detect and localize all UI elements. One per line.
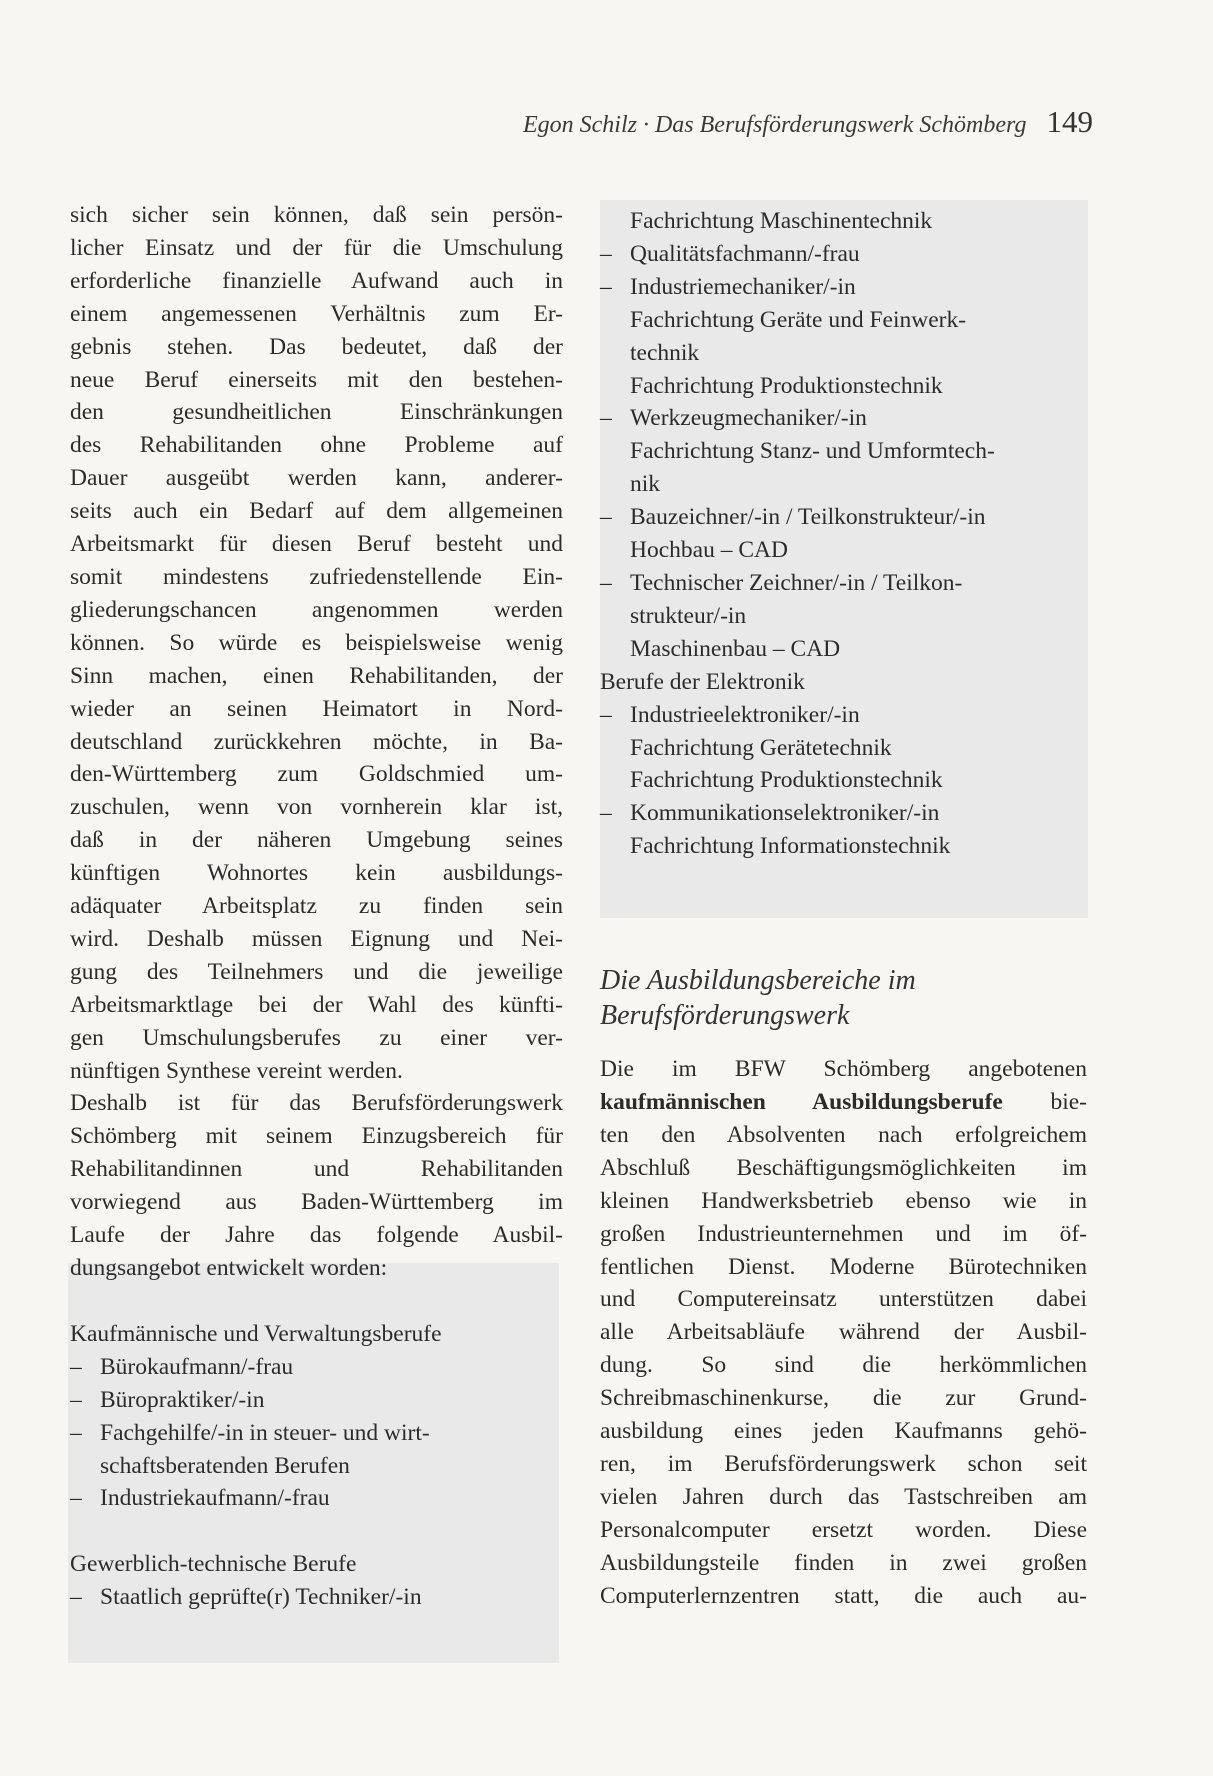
text-line: fentlichen Dienst. Moderne Bürotechniken <box>600 1253 1087 1280</box>
paragraph-2 <box>70 1087 563 1284</box>
text-line: erforderliche finanzielle Aufwand auch in <box>70 267 563 294</box>
text-line: Arbeitsmarktlage bei der Wahl des künfti- <box>70 991 563 1018</box>
running-head: Egon Schilz · Das Berufsförderungswerk Schömberg <box>522 112 1027 138</box>
dash-bullet: – <box>70 1584 82 1611</box>
list-item: – Fachgehilfe/-in in steuer- und wirt- schaftsberatenden Berufen <box>70 1417 563 1483</box>
bold-phrase: kaufmännischen Ausbildungsberufe <box>600 1089 1003 1116</box>
page-header <box>523 104 1093 140</box>
text-line: alle Arbeitsabläufe während der Ausbil- <box>600 1319 1087 1346</box>
list-item: – Bauzeichner/-in / Teilkonstrukteur/-in Hochbau – CAD <box>600 501 1087 567</box>
list-group-title: Kaufmännische und Verwaltungsberufe <box>70 1320 442 1347</box>
text-line: kaufmännischen Ausbildungsberufe bie- <box>600 1089 1087 1116</box>
text-line: neue Beruf einerseits mit den bestehen- <box>70 366 563 393</box>
dash-bullet: – <box>600 569 612 596</box>
list-commercial-professions <box>70 1318 563 1515</box>
dash-bullet: – <box>600 273 612 300</box>
text-line: Arbeitsmarkt für diesen Beruf besteht und <box>70 531 563 558</box>
list-item: – Industriemechaniker/-in Fachrichtung Geräte und Feinwerk- technik Fachrichtung Produktionstechnik <box>600 271 1087 403</box>
text-line: seits auch ein Bedarf auf dem allgemeinen <box>70 498 563 525</box>
text-line: nünftigen Synthese vereint werden. <box>70 1057 403 1084</box>
text-line: vielen Jahren durch das Tastschreiben am <box>600 1483 1087 1510</box>
list-item: – Industrieelektroniker/-in Fachrichtung Gerätetechnik Fachrichtung Produktionstechnik <box>600 699 1087 798</box>
text-line: können. So würde es beispielsweise wenig <box>70 629 563 656</box>
text-line: Computerlernzentren statt, die auch au- <box>600 1582 1087 1609</box>
page-number: 149 <box>1046 104 1093 139</box>
dash-bullet: – <box>70 1353 82 1380</box>
list-technical-professions <box>70 1548 563 1614</box>
text-line: wird. Deshalb müssen Eignung und Nei- <box>70 925 563 952</box>
text-line: künftigen Wohnortes kein ausbildungs- <box>70 860 563 887</box>
text-line: Laufe der Jahre das folgende Ausbil- <box>70 1222 563 1249</box>
text-line: Dauer ausgeübt werden kann, anderer- <box>70 465 563 492</box>
text-line: dung. So sind die herkömmlichen <box>600 1352 1087 1379</box>
text-line: dungsangebot entwickelt worden: <box>70 1255 388 1281</box>
paragraph-training-areas <box>600 1053 1087 1612</box>
section-heading: Die Ausbildungsbereiche im Berufsförderungswerk <box>600 965 916 1032</box>
list-item-continuation: Fachrichtung Maschinentechnik <box>630 208 933 234</box>
text-line: Die im BFW Schömberg angebotenen <box>600 1056 1087 1083</box>
text-line: deutschland zurückkehren möchte, in Ba- <box>70 728 563 755</box>
text-line: ausbildung eines jeden Kaufmanns gehö- <box>600 1418 1087 1445</box>
text-line: Ausbildungsteile finden in zwei großen <box>600 1549 1087 1576</box>
text-line: zuschulen, wenn von vornherein klar ist, <box>70 794 563 821</box>
text-line: somit mindestens zufriedenstellende Ein- <box>70 563 563 590</box>
right-column <box>600 205 1087 1613</box>
list-electronics-professions <box>600 666 1087 863</box>
text-line: Abschluß Beschäftigungsmöglichkeiten im <box>600 1154 1087 1181</box>
text-line: Personalcomputer ersetzt worden. Diese <box>600 1516 1087 1543</box>
text-line: Schömberg mit seinem Einzugsbereich für <box>70 1123 563 1150</box>
list-item: – Kommunikationselektroniker/-in Fachrichtung Informationstechnik <box>600 797 1087 863</box>
text-line: daß in der näheren Umgebung seines <box>70 827 563 854</box>
dash-bullet: – <box>600 504 612 531</box>
text-line: den gesundheitlichen Einschränkungen <box>70 399 563 426</box>
text-line: wieder an seinen Heimatort in Nord- <box>70 695 563 722</box>
text-line: einem angemessenen Verhältnis zum Er- <box>70 300 563 327</box>
dash-bullet: – <box>70 1386 82 1413</box>
text-line: des Rehabilitanden ohne Probleme auf <box>70 432 563 459</box>
list-group-title: Berufe der Elektronik <box>600 668 805 695</box>
text-line: und Computereinsatz unterstützen dabei <box>600 1286 1087 1313</box>
dash-bullet: – <box>600 240 612 267</box>
text-line: ren, im Berufsförderungswerk schon seit <box>600 1451 1087 1477</box>
text-line: vorwiegend aus Baden-Württemberg im <box>70 1189 563 1216</box>
text-line: sich sicher sein können, daß sein persön- <box>70 202 563 228</box>
text-line: adäquater Arbeitsplatz zu finden sein <box>70 893 563 920</box>
text-line: Deshalb ist für das Berufsförderungswerk <box>70 1090 563 1117</box>
text-line: licher Einsatz und der für die Umschulung <box>70 234 563 261</box>
list-item: – Staatlich geprüfte(r) Techniker/-in <box>70 1581 563 1614</box>
dash-bullet: – <box>600 405 612 432</box>
text-line: Sinn machen, einen Rehabilitanden, der <box>70 662 563 689</box>
text-line: ten den Absolventen nach erfolgreichem <box>600 1121 1087 1148</box>
text-line: großen Industrieunternehmen und im öf- <box>600 1220 1087 1247</box>
list-item: – Qualitätsfachmann/-frau <box>600 238 1087 271</box>
text-line: gebnis stehen. Das bedeutet, daß der <box>70 333 563 360</box>
list-item: – Industriekaufmann/-frau <box>70 1482 563 1515</box>
list-item: – Werkzeugmechaniker/-in Fachrichtung Stanz- und Umformtech- nik <box>600 402 1087 501</box>
text-line: kleinen Handwerksbetrieb ebenso wie in <box>600 1187 1087 1214</box>
text-line: gen Umschulungsberufes zu einer ver- <box>70 1024 563 1051</box>
dash-bullet: – <box>600 701 612 728</box>
list-item: – Technischer Zeichner/-in / Teilkon- strukteur/-in Maschinenbau – CAD <box>600 567 1087 666</box>
text-line: gung des Teilnehmers und die jeweilige <box>70 958 563 985</box>
text-line: gliederungschancen angenommen werden <box>70 596 563 623</box>
left-column <box>70 199 563 1614</box>
text-line: den-Württemberg zum Goldschmied um- <box>70 761 563 788</box>
text-line: Schreibmaschinenkurse, die zur Grund- <box>600 1385 1087 1412</box>
list-item: – Büropraktiker/-in <box>70 1384 563 1417</box>
list-item: – Bürokaufmann/-frau <box>70 1351 563 1384</box>
list-group-title: Gewerblich-technische Berufe <box>70 1551 357 1578</box>
text-line: Rehabilitandinnen und Rehabilitanden <box>70 1156 563 1183</box>
dash-bullet: – <box>70 1485 82 1512</box>
dash-bullet: – <box>600 800 612 827</box>
list-technical-continued <box>600 205 1087 666</box>
paragraph-1 <box>70 199 563 1087</box>
dash-bullet: – <box>70 1419 82 1446</box>
